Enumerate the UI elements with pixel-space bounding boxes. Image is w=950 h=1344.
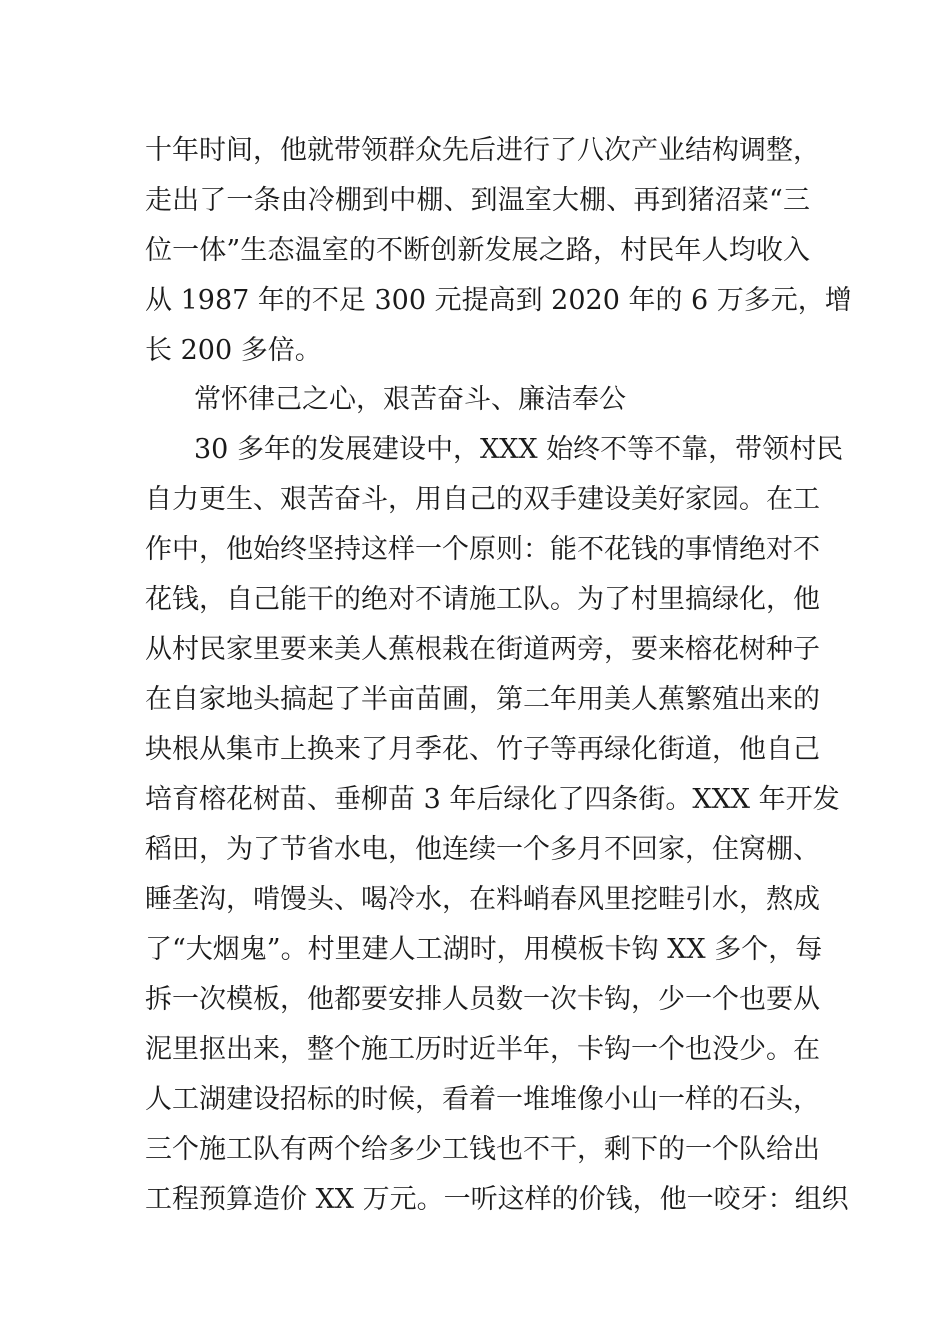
text-line: 从 1987 年的不足 300 元提高到 2020 年的 6 万多元，增 xyxy=(145,285,852,316)
text-line: 在自家地头搞起了半亩苗圃，第二年用美人蕉繁殖出来的 xyxy=(145,684,820,715)
text-line: 自力更生、艰苦奋斗，用自己的双手建设美好家园。在工 xyxy=(145,484,820,515)
text-line: 睡垄沟，啃馒头、喝冷水，在料峭春风里挖畦引水，熬成 xyxy=(145,884,820,915)
text-line: 30 多年的发展建设中，XXX 始终不等不靠，带领村民 xyxy=(194,434,844,465)
text-line: 走出了一条由冷棚到中棚、到温室大棚、再到猪沼菜“三 xyxy=(145,185,810,216)
text-line: 位一体”生态温室的不断创新发展之路，村民年人均收入 xyxy=(145,235,810,266)
text-line: 三个施工队有两个给多少工钱也不干，剩下的一个队给出 xyxy=(145,1134,820,1165)
text-line: 长 200 多倍。 xyxy=(145,335,322,366)
text-line: 作中，他始终坚持这样一个原则：能不花钱的事情绝对不 xyxy=(145,534,820,565)
text-line: 了“大烟鬼”。村里建人工湖时，用模板卡钩 XX 多个，每 xyxy=(145,934,823,965)
text-line: 拆一次模板，他都要安排人员数一次卡钩，少一个也要从 xyxy=(145,984,820,1015)
section-heading: 常怀律己之心，艰苦奋斗、廉洁奉公 xyxy=(194,384,626,415)
paragraph-continued xyxy=(145,126,852,376)
section xyxy=(145,375,849,1225)
text-line: 工程预算造价 XX 万元。一听这样的价钱，他一咬牙：组织 xyxy=(145,1184,849,1215)
text-line: 人工湖建设招标的时候，看着一堆堆像小山一样的石头， xyxy=(145,1084,820,1115)
text-line: 十年时间，他就带领群众先后进行了八次产业结构调整， xyxy=(145,135,820,166)
text-line: 稻田，为了节省水电，他连续一个多月不回家，住窝棚、 xyxy=(145,834,820,865)
text-line: 花钱，自己能干的绝对不请施工队。为了村里搞绿化，他 xyxy=(145,584,820,615)
text-line: 块根从集市上换来了月季花、竹子等再绿化街道，他自己 xyxy=(145,734,820,765)
text-line: 泥里抠出来，整个施工历时近半年，卡钩一个也没少。在 xyxy=(145,1034,820,1065)
text-line: 培育榕花树苗、垂柳苗 3 年后绿化了四条街。XXX 年开发 xyxy=(145,784,840,815)
text-line: 从村民家里要来美人蕉根栽在街道两旁，要来榕花树种子 xyxy=(145,634,820,665)
